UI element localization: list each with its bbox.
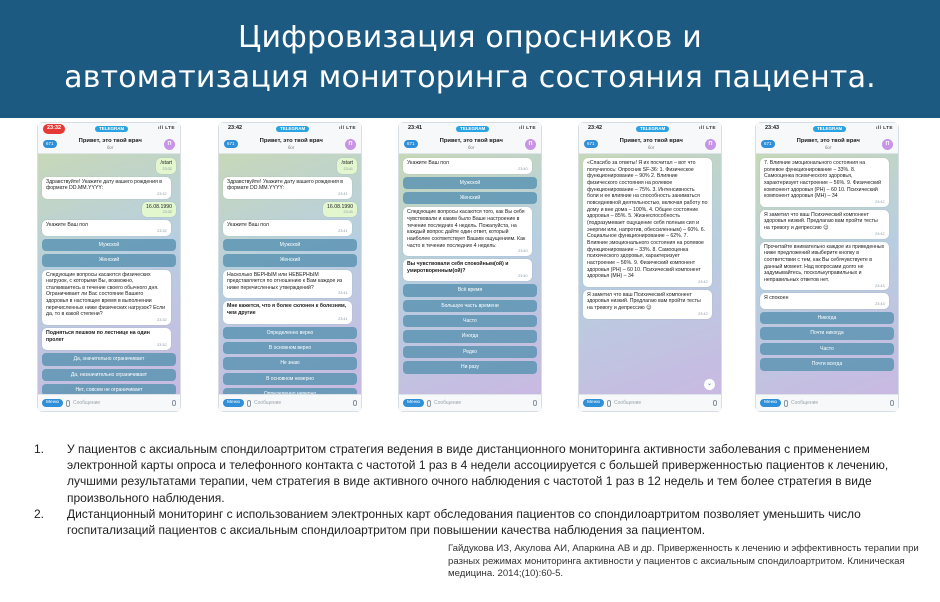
phone-screen (218, 122, 362, 412)
chat-subtitle: бот (467, 145, 475, 151)
message-text: Прочитайте внимательно каждое из приведенных ниже предложений ивыберите кнопку в соответствии с тем, как Вы себячувствуете в данный момент. Над вопросами долго не задумывайтесь, посколькуправильных и неправильных ответов нет. (764, 243, 885, 283)
attach-icon[interactable] (247, 400, 251, 407)
message-input[interactable]: Сообщение (72, 399, 101, 406)
message-text: 7. Влияние эмоционального состояния на ролевое функционирование – 33%. 8. Самооценка психического здоровья, характеризует настроение – 56%. 9. Физический компонент здоровья (PH) – 60 10. Психический компонент здоровья (MH) – 34 (764, 160, 882, 200)
message-text: Я заметил что ваш Психический компонент здоровья низкий. Предлагаю вам пройти тесты на тревогу и депрессию 😊 (764, 211, 878, 232)
chat-title: Привет, это твой врач (439, 137, 503, 144)
reply-button[interactable]: Женский (403, 192, 537, 204)
message-time: 23:32 (157, 343, 167, 348)
message-text: Здравствуйте! Укажите дату вашего рождения в формате DD.MM.YYYY: (227, 178, 344, 192)
message-time: 23:41 (343, 166, 353, 171)
message-text: Следующие вопросы касаются физических нагрузок, с которыми Вы, возможно, сталкиваетесь в течение своего обычного дня. Ограничивает ли Вас состояние Вашего здоровья в настоящее время в выполнении перечисленных ниже физических нагрузок? Если да, то в какой степени? (46, 271, 166, 318)
message-text: Мне кажется, что я более склонен к болезням, чем другие (227, 303, 347, 316)
message-input-bar (399, 394, 541, 411)
telegram-badge: TELEGRAM (636, 126, 669, 132)
message-text: Укажите Ваш пол (46, 222, 88, 229)
reply-button[interactable]: Часто (403, 315, 537, 327)
status-time: 23:43 (765, 125, 780, 132)
status-bar (579, 123, 721, 135)
chat-title: Привет, это твой врач (259, 137, 323, 144)
chat-title-block[interactable] (260, 138, 323, 151)
conclusions-list (34, 441, 914, 538)
message-time: 23:43 (875, 302, 885, 307)
scroll-down-icon[interactable]: ⌄ (704, 379, 715, 390)
message-text: /start (341, 160, 353, 166)
phone-screenshots (0, 122, 940, 414)
status-bar (38, 123, 180, 135)
incoming-message (403, 207, 532, 256)
attach-icon[interactable] (784, 400, 788, 407)
reply-button[interactable]: В основном неверно (223, 373, 357, 385)
incoming-message (223, 220, 352, 236)
chat-subtitle: бот (647, 145, 655, 151)
attach-icon[interactable] (427, 400, 431, 407)
outgoing-message (142, 202, 176, 218)
telegram-badge: TELEGRAM (276, 126, 309, 132)
incoming-message (760, 242, 889, 291)
message-text: Укажите Ваш пол (407, 160, 449, 166)
message-text: Насколько ВЕРНЫМ или НЕВЕРНЫМ представляется по отношению к Вам каждое из ниже перечисленных утверждений? (227, 271, 343, 291)
incoming-message (760, 293, 889, 309)
incoming-message (760, 158, 889, 207)
reply-button[interactable]: Женский (42, 254, 176, 266)
phone-screen (37, 122, 181, 412)
incoming-message (223, 177, 352, 199)
reply-button[interactable]: Да, незначительно ограничивает (42, 369, 176, 381)
chat-history[interactable] (219, 154, 361, 394)
message-time: 23:42 (698, 311, 708, 316)
chat-history[interactable] (756, 154, 898, 394)
message-input[interactable]: Сообщение (790, 399, 819, 406)
incoming-message (223, 270, 352, 299)
reply-button[interactable]: Никогда (760, 312, 894, 324)
menu-button[interactable]: Меню (760, 399, 781, 407)
title-line-1: Цифровизация опросников и (237, 20, 702, 55)
reply-button[interactable]: Часто (760, 343, 894, 355)
message-text: 16.08.1990 (327, 203, 353, 210)
avatar[interactable]: П (164, 139, 175, 150)
phone-screen (755, 122, 899, 412)
microphone-icon[interactable] (353, 400, 357, 406)
message-time: 23:32 (157, 318, 167, 323)
menu-button[interactable]: Меню (583, 399, 604, 407)
reply-button[interactable]: Ни разу (403, 361, 537, 373)
incoming-message (583, 290, 712, 319)
message-text: Подняться пешком по лестнице на один пролет (46, 329, 150, 343)
back-button[interactable]: 671 (404, 140, 418, 148)
back-button[interactable]: 671 (224, 140, 238, 148)
menu-button[interactable]: Меню (223, 399, 244, 407)
avatar[interactable]: П (882, 139, 893, 150)
outgoing-message (323, 202, 357, 218)
reply-button[interactable]: Всё время (403, 284, 537, 296)
incoming-message (42, 270, 171, 325)
reply-button[interactable]: Мужской (403, 177, 537, 189)
telegram-badge: TELEGRAM (813, 126, 846, 132)
status-bar (756, 123, 898, 135)
message-time: 23:32 (162, 210, 172, 215)
message-text: /start (160, 160, 172, 166)
status-bar (399, 123, 541, 135)
message-time: 23:42 (698, 279, 708, 284)
signal-icon: ıll LTE (876, 125, 893, 131)
attach-icon[interactable] (607, 400, 611, 407)
message-time: 23:41 (343, 210, 353, 215)
status-time: 23:42 (228, 125, 243, 132)
telegram-badge: TELEGRAM (95, 126, 128, 132)
signal-icon: ıll LTE (339, 125, 356, 131)
incoming-message (42, 328, 171, 350)
message-input-bar (756, 394, 898, 411)
chat-header (219, 135, 361, 154)
message-time: 23:42 (875, 231, 885, 236)
incoming-message (223, 301, 352, 323)
outgoing-message (156, 158, 176, 174)
status-time: 23:42 (588, 125, 603, 132)
status-time: 23:41 (408, 125, 423, 132)
reply-button[interactable]: Иногда (403, 330, 537, 342)
message-time: 23:41 (338, 291, 348, 296)
reply-button[interactable]: В основном верно (223, 342, 357, 354)
telegram-badge: TELEGRAM (456, 126, 489, 132)
message-input-bar (219, 394, 361, 411)
chat-header (38, 135, 180, 154)
message-time: 23:43 (875, 283, 885, 288)
conclusion-text: Дистанционный мониторинг с использованием электронных карт обследования пациентов со спондилоартритом позволяет уменьшить число госпитализаций пациентов с аксиальным спондилоартритом при повышении качества наблюдения за пациентом. (67, 506, 861, 538)
chat-subtitle: бот (287, 145, 295, 151)
avatar[interactable]: П (705, 139, 716, 150)
message-input-bar (579, 394, 721, 411)
reply-button[interactable]: Почти никогда (760, 327, 894, 339)
conclusion-text: У пациентов с аксиальным спондилоартритом стратегия ведения в виде дистанционного мониторинга активности заболевания с применением электронной карты опроса и телефонного контакта с частотой 1 раз в 4 недели ассоциируется с большей приверженностью пациентов к лечению, лучшими результатами терапии, чем стратегия в виде активного очного наблюдения с частотой 1 раз в 12 недель и тем более стратегия в виде произвольного наблюдения. (67, 442, 889, 505)
chat-title-block[interactable] (620, 138, 683, 151)
signal-icon: ıll LTE (699, 125, 716, 131)
chat-history[interactable] (399, 154, 541, 394)
avatar[interactable]: П (525, 139, 536, 150)
back-button[interactable]: 671 (761, 140, 775, 148)
slide-title (0, 0, 940, 118)
menu-button[interactable]: Меню (42, 399, 63, 407)
status-bar (219, 123, 361, 135)
chat-subtitle: бот (824, 145, 832, 151)
chat-header (579, 135, 721, 154)
message-text: Следующие вопросы касаются того, как Вы себя чувствовали и каким было Ваше настроение в течение последних 4 недель. Пожалуйста, на каждый вопрос дайте один ответ, который наиболее соответствует Вашим ощущениям. Как часто в течение последних 4 недель: (407, 209, 526, 249)
chat-title: Привет, это твой врач (796, 137, 860, 144)
chat-history[interactable] (579, 154, 721, 394)
chat-history[interactable] (38, 154, 180, 394)
message-time: 23:40 (518, 166, 528, 171)
reply-button[interactable]: Мужской (42, 239, 176, 251)
conclusion-item (34, 441, 914, 506)
message-text: «Спасибо за ответы! Я их посчитал – вот что получилось: Опросник SF-36: 1. Физическое функционирование – 90% 2. Влияние физического состояния на ролевое функционирование – 75%. 3. Интенсивность боли и ее влияние на способность заниматься повседневной деятельностью, включая работу по дому и вне дома – 100%. 4. Общее состояние здоровья – 85%. 5. Жизнеспособность (подразумевает ощущение себя полным сил и энергии или, напротив, обессиленным) – 60%. 6. Социальное функционирование – 62%. 7. Влияние эмоционального состояния на ролевое функционирование – 33%. 8. Самооценка психического здоровья, характеризует настроение – 56%. 9. Физический компонент здоровья (PH) – 60 10. Психический компонент здоровья (MH) – 34 (587, 160, 708, 280)
message-time: 23:32 (157, 191, 167, 196)
signal-icon: ıll LTE (158, 125, 175, 131)
conclusion-number: 1. (34, 442, 45, 456)
phone-screen (578, 122, 722, 412)
reply-button[interactable]: Мужской (223, 239, 357, 251)
message-time: 23:40 (518, 249, 528, 254)
avatar[interactable]: П (345, 139, 356, 150)
outgoing-message (337, 158, 357, 174)
message-time: 23:42 (875, 199, 885, 204)
incoming-message (42, 220, 171, 236)
incoming-message (403, 158, 532, 174)
conclusion-number: 2. (34, 506, 45, 521)
reply-button[interactable]: Да, значительно ограничивает (42, 353, 176, 365)
menu-button[interactable]: Меню (403, 399, 424, 407)
message-text: Вы чувствовали себя спокойным(ой) и умиротворенным(ой)? (407, 261, 509, 274)
status-time: 23:32 (43, 124, 65, 133)
title-line-2: автоматизация мониторинга состояния пациента. (64, 60, 876, 95)
incoming-message (760, 210, 889, 239)
chat-subtitle: бот (106, 145, 114, 151)
incoming-message (583, 158, 712, 287)
message-time: 23:41 (338, 191, 348, 196)
message-time: 23:40 (518, 274, 528, 279)
chat-title-block[interactable] (797, 138, 860, 151)
message-time: 23:41 (338, 228, 348, 233)
phone-screen (398, 122, 542, 412)
message-input[interactable]: Сообщение (253, 399, 282, 406)
message-input[interactable]: Сообщение (433, 399, 462, 406)
reply-button[interactable]: Женский (223, 254, 357, 266)
back-button[interactable]: 671 (584, 140, 598, 148)
reference-citation: Гайдукова ИЗ, Акулова АИ, Апаркина АВ и др. Приверженность к лечению и эффективность терапии при разных режимах мониторинга активности у пациентов с аксиальным спондилоартритом. Клиническая медицина. 2014;(10):60-5. (448, 543, 919, 579)
reply-button[interactable]: Нет, совсем не ограничивает (42, 384, 176, 396)
message-input[interactable]: Сообщение (613, 399, 642, 406)
incoming-message (42, 177, 171, 199)
chat-title: Привет, это твой врач (619, 137, 683, 144)
message-input-bar (38, 394, 180, 411)
chat-title-block[interactable] (440, 138, 503, 151)
back-button[interactable]: 671 (43, 140, 57, 148)
chat-title-block[interactable] (79, 138, 142, 151)
message-text: 16.08.1990 (146, 203, 172, 210)
microphone-icon[interactable] (172, 400, 176, 406)
microphone-icon[interactable] (890, 400, 894, 406)
message-time: 23:41 (338, 316, 348, 321)
signal-icon: ıll LTE (519, 125, 536, 131)
microphone-icon[interactable] (713, 400, 717, 406)
reply-button[interactable]: Большую часть времени (403, 300, 537, 312)
message-text: Я заметил что ваш Психический компонент здоровья низкий. Предлагаю вам пройти тесты на тревогу и депрессию 😊 (587, 291, 701, 311)
chat-header (756, 135, 898, 154)
reply-button[interactable]: Редко (403, 346, 537, 358)
message-text: Здравствуйте! Укажите дату вашего рождения в формате DD.MM.YYYY: (46, 178, 163, 192)
attach-icon[interactable] (66, 400, 70, 407)
conclusion-item (34, 506, 914, 538)
chat-title: Привет, это твой врач (78, 137, 142, 144)
reply-button[interactable]: Не знаю (223, 357, 357, 369)
reply-button[interactable]: Почти всегда (760, 358, 894, 370)
message-text: Укажите Ваш пол (227, 222, 269, 229)
microphone-icon[interactable] (533, 400, 537, 406)
message-text: Я спокоен (764, 295, 789, 302)
message-time: 23:32 (162, 166, 172, 171)
message-time: 23:32 (157, 228, 167, 233)
incoming-message (403, 259, 532, 281)
reply-button[interactable]: Определенно верно (223, 327, 357, 339)
chat-header (399, 135, 541, 154)
